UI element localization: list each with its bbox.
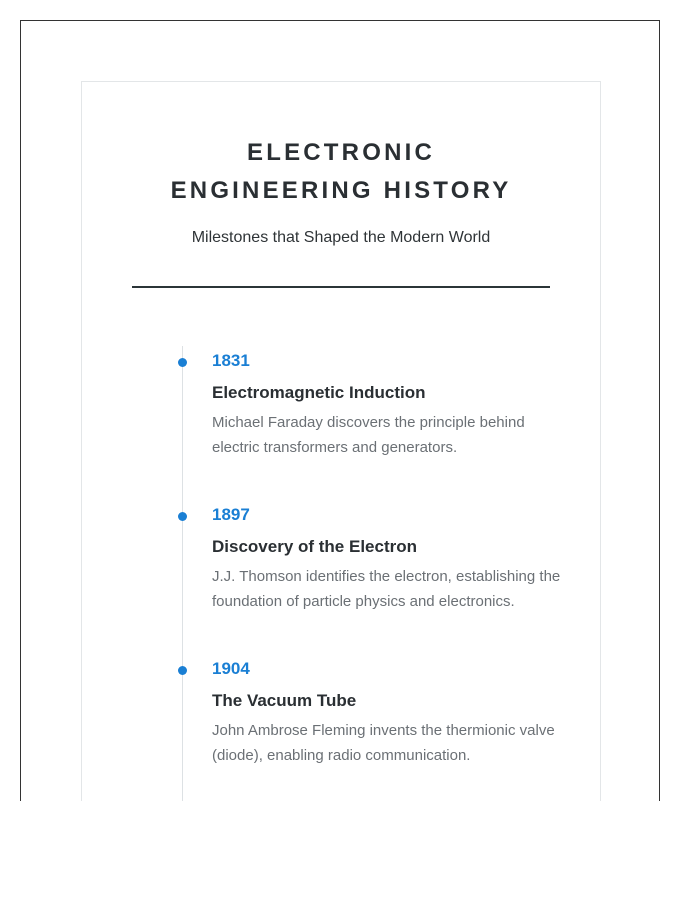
history-card bbox=[81, 81, 601, 801]
event-title: Electromagnetic Induction bbox=[212, 383, 426, 402]
timeline bbox=[82, 82, 600, 801]
page-subtitle: Milestones that Shaped the Modern World bbox=[191, 229, 491, 246]
event-description: J.J. Thomson identifies the electron, establishing the foundation of particle physics and electronics. bbox=[212, 568, 561, 610]
event-title: Discovery of the Electron bbox=[212, 537, 418, 556]
event-year: 1897 bbox=[212, 505, 250, 524]
event-description: Michael Faraday discovers the principle behind electric transformers and generators. bbox=[212, 414, 525, 456]
event-description: John Ambrose Fleming invents the thermionic valve (diode), enabling radio communication. bbox=[212, 722, 555, 764]
timeline-dot-icon bbox=[178, 512, 187, 521]
event-year: 1831 bbox=[212, 351, 250, 370]
timeline-line bbox=[182, 346, 183, 801]
timeline-dot-icon bbox=[178, 666, 187, 675]
timeline-event bbox=[212, 658, 562, 768]
page-frame bbox=[20, 20, 660, 801]
timeline-dot-icon bbox=[178, 358, 187, 367]
page-title: ELECTRONIC ENGINEERING HISTORY bbox=[170, 139, 512, 204]
event-title: The Vacuum Tube bbox=[212, 691, 357, 710]
timeline-event bbox=[212, 504, 562, 614]
timeline-event bbox=[212, 350, 562, 460]
event-year: 1904 bbox=[212, 659, 250, 678]
